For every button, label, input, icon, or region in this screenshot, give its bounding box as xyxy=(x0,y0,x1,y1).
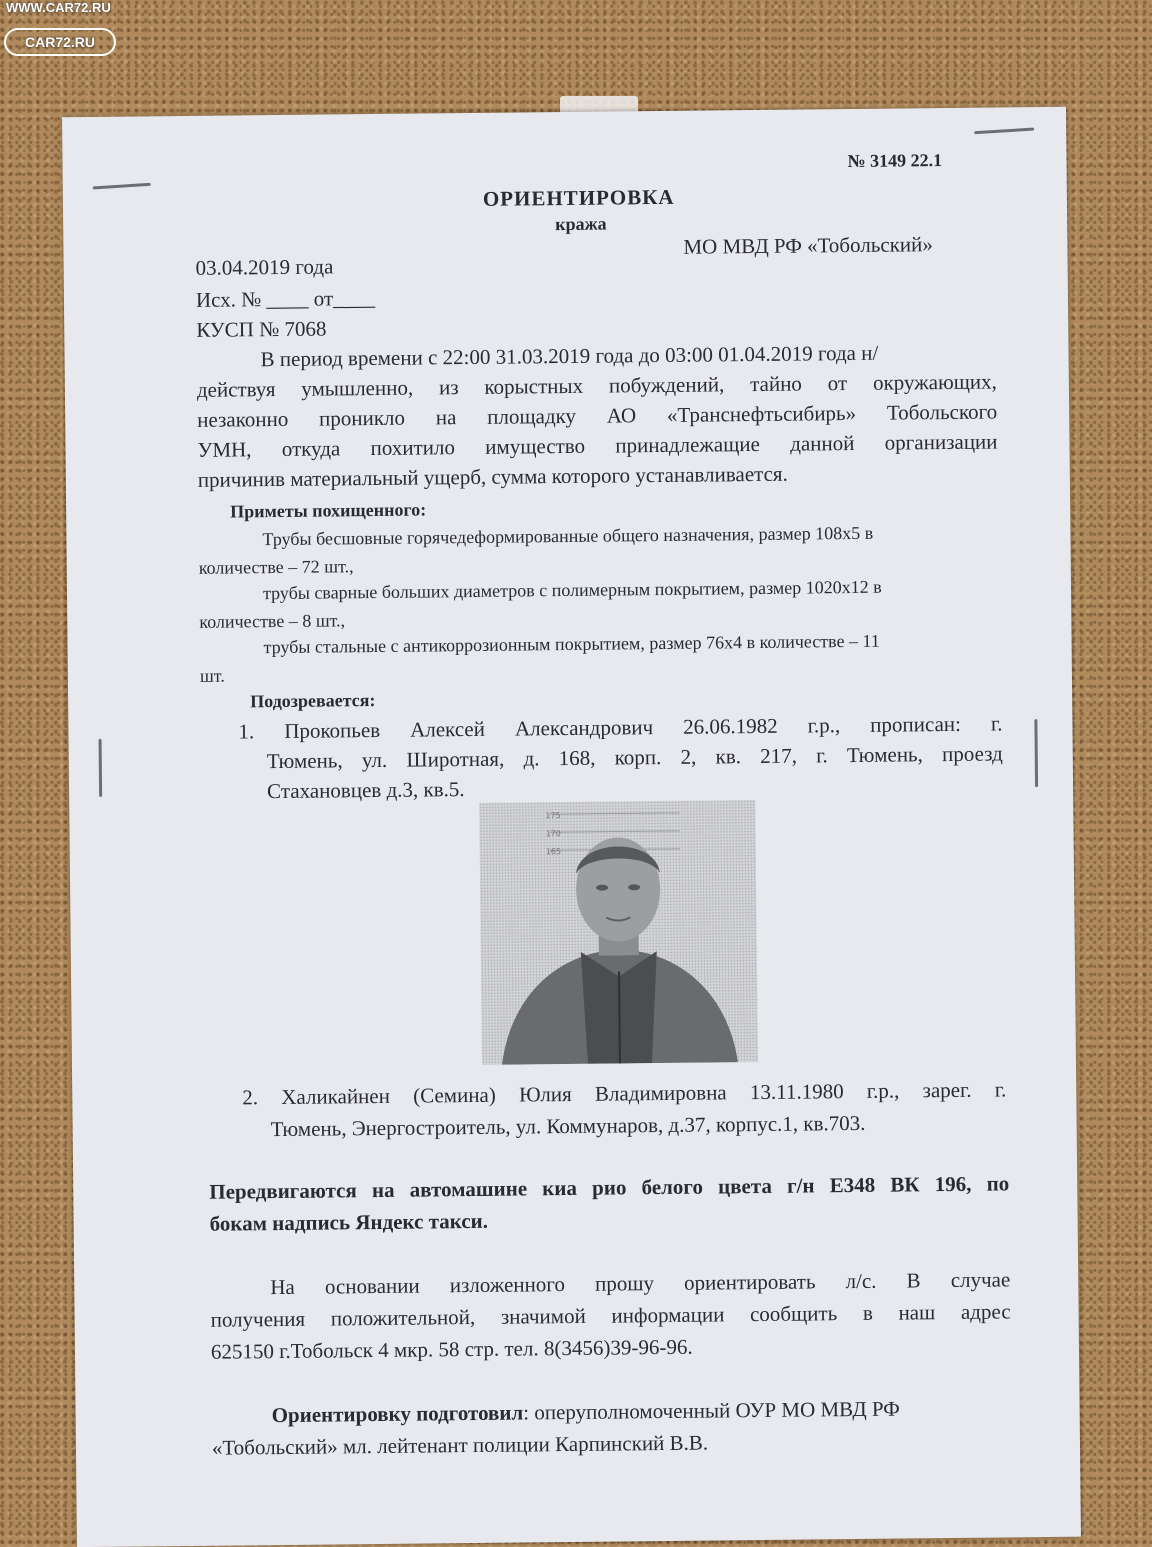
stolen-line: трубы стальные с антикоррозионным покрытием, размер 76х4 в количестве – 11 xyxy=(263,630,880,658)
staple xyxy=(974,128,1034,135)
stolen-heading: Приметы похищенного: xyxy=(230,499,427,522)
suspect-line: 1. Прокопьев Алексей Александрович 26.06.1982 г.р., прописан: г. xyxy=(238,711,1003,744)
kusp-number: КУСП № 7068 xyxy=(196,316,327,342)
height-mark: 175 xyxy=(545,811,561,821)
document-number: № 3149 22.1 xyxy=(847,150,943,172)
suspect-line: 2. Халикайнен (Семина) Юлия Владимировна 13.11.1980 г.р., зарег. г. xyxy=(242,1077,1007,1110)
staple xyxy=(93,183,151,190)
document-subtitle: кража xyxy=(555,213,607,235)
vehicle-line: Передвигаются на автомашине киа рио белого цвета г/н Е348 ВК 196, по xyxy=(209,1171,1010,1204)
prepared-line: «Тобольский» мл. лейтенант полиции Карпинский В.В. xyxy=(211,1430,709,1460)
watermark-url: WWW.CAR72.RU xyxy=(6,0,111,15)
paragraph-line: УМН, откуда похитило имущество принадлежащие данной организации xyxy=(197,429,998,462)
staple xyxy=(1034,719,1038,787)
suspect-photo-image xyxy=(479,800,758,1065)
paragraph-line: незаконно проникло на площадку АО «Транснефтьсибирь» Тобольского xyxy=(197,399,998,432)
stolen-line: количестве – 72 шт., xyxy=(198,556,354,578)
stolen-line: Трубы бесшовные горячедеформированные общего назначения, размер 108х5 в xyxy=(262,522,874,550)
prepared-text: : оперуполномоченный ОУР МО МВД РФ xyxy=(523,1396,900,1425)
document-title: ОРИЕНТИРОВКА xyxy=(482,184,675,211)
paragraph-line: действуя умышленно, из корыстных побуждений, тайно от окружающих, xyxy=(196,369,997,402)
document-date: 03.04.2019 года xyxy=(195,254,334,280)
paragraph-line: В период времени с 22:00 31.03.2019 года до 03:00 01.04.2019 года н/ xyxy=(260,340,879,372)
document-page xyxy=(62,107,1081,1547)
stolen-line: количестве – 8 шт., xyxy=(199,610,346,632)
staple xyxy=(99,739,103,797)
prepared-line xyxy=(272,1397,900,1429)
paragraph-line: причинив материальный ущерб, сумма которого устанавливается. xyxy=(197,461,788,492)
request-line: 625150 г.Тобольск 4 мкр. 58 стр. тел. 8(3456)39-96-96. xyxy=(210,1334,693,1364)
request-line: На основании изложенного прошу ориентировать л/с. В случае xyxy=(270,1267,1011,1300)
prepared-label: Ориентировку подготовил xyxy=(271,1400,524,1428)
request-line: получения положительной, значимой информации сообщить в наш адрес xyxy=(210,1299,1011,1332)
vehicle-line: бокам надпись Яндекс такси. xyxy=(209,1208,489,1236)
suspects-heading: Подозревается: xyxy=(250,690,376,712)
stolen-line: шт. xyxy=(199,665,225,686)
height-mark: 170 xyxy=(545,829,561,839)
suspect-photo xyxy=(479,800,758,1065)
height-mark: 165 xyxy=(545,847,562,857)
suspect-line: Стахановцев д.3, кв.5. xyxy=(266,777,465,804)
outgoing-number: Исх. № ____ от____ xyxy=(195,285,376,312)
organization: МО МВД РФ «Тобольский» xyxy=(683,232,933,259)
stolen-line: трубы сварные больших диаметров с полимерным покрытием, размер 1020х12 в xyxy=(262,576,882,604)
watermark-logo: CAR72.RU xyxy=(4,28,116,56)
suspect-line: Тюмень, ул. Широтная, д. 168, корп. 2, кв. 217, г. Тюмень, проезд xyxy=(266,741,1003,774)
suspect-line: Тюмень, Энергостроитель, ул. Коммунаров, д.37, корпус.1, кв.703. xyxy=(270,1110,866,1142)
